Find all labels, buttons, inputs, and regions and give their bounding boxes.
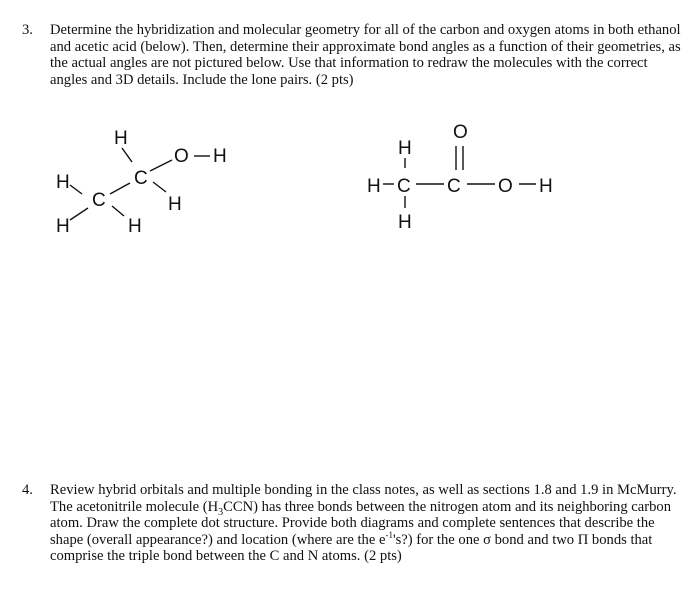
ethanol-h-top: H [114,128,128,149]
superscript-minus-one: -1 [385,529,393,540]
acetic-acid-structure [360,120,600,240]
bond [112,206,124,216]
ethanol-h-left: H [56,172,70,193]
question-4-text-part3: 's?) for the one σ bond and two Π bonds that comprise the triple bond between the C and N atoms. (2 pts) [50,531,653,565]
acetic-c-carboxyl: C [447,176,461,197]
acetic-h-left: H [367,176,381,197]
ethanol-c-top: C [134,168,148,189]
question-4-text [50,482,682,565]
question-4-text-part1: Review hybrid orbitals and multiple bonding in the class notes, as well as sections 1.8 and 1.9 in McMurry. The acetonitrile molecule (H [50,482,677,515]
question-4-number: 4. [22,482,33,498]
question-4-text-part2: CCN) has three bonds between the nitrogen atom and its neighboring carbon atom. Draw the complete dot structure. Provide both diagrams and complete sentences that describe the shape (overall appearance?) and location (where are the e [50,498,671,548]
acetic-h-top: H [398,138,412,159]
ethanol-h-oh: H [213,146,227,167]
bond [110,183,130,194]
question-4 [22,482,682,565]
acetic-h-hydroxyl: H [539,176,553,197]
bond [70,208,88,220]
ethanol-c-bottom: C [92,190,106,211]
bond [122,148,132,162]
question-3-text: Determine the hybridization and molecular geometry for all of the carbon and oxygen atoms in both ethanol and acetic acid (below). Then, determine their approximate bond angles as a function of their geometries, as the actual angles are not pictured below. Use that information to redraw the molecules with the correct angles and 3D details. Include the lone pairs. (2 pts) [50,22,681,88]
subscript-3: 3 [218,506,224,518]
ethanol-o: O [174,146,189,167]
acetic-o-hydroxyl: O [498,176,513,197]
acetic-h-bottom: H [398,212,412,233]
question-3-number: 3. [22,22,33,38]
ethanol-h-bottom-left: H [56,216,70,237]
ethanol-h-right: H [168,194,182,215]
bond [153,182,166,192]
acetic-c-methyl: C [397,176,411,197]
ethanol-h-bottom: H [128,216,142,237]
bond [150,160,172,171]
question-3 [22,22,682,88]
ethanol-structure [50,124,250,239]
bond [70,185,82,194]
acetic-o-carbonyl: O [453,122,468,143]
